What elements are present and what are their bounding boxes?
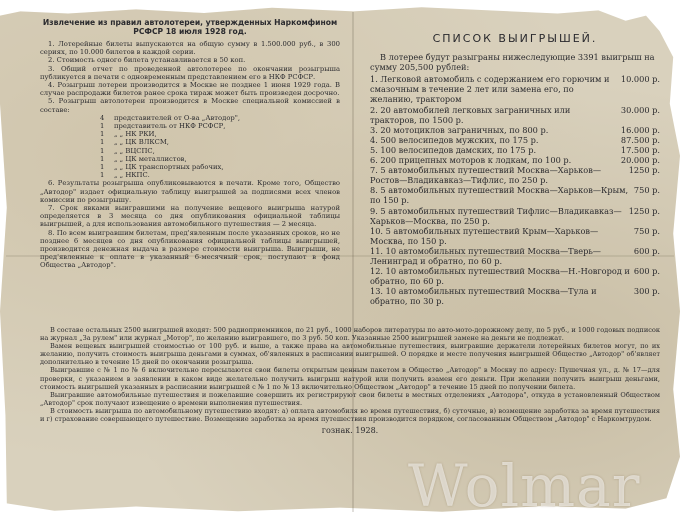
fold-line-vertical xyxy=(352,12,354,512)
commission-item: 1 „ „ ЦК транспортных рабочих, xyxy=(100,163,224,172)
commission-item: 1 „ „ ЦК металлистов, xyxy=(100,154,187,163)
rule-3: 3. Общий отчет по проведенной автолотерее по окончании розыгрыша публикуется в печати с одновременным представлением его в НКФ РСФСР. xyxy=(40,64,340,81)
rules-title: Извлечение из правил автолотереи, утвержденных Наркомфином РСФСР 18 июля 1928 год. xyxy=(42,18,338,36)
rule-1: 1. Лотерейные билеты выпускаются на общую сумму в 1.500.000 руб., в 300 сериях, по 10.000 билетов в каждой серии. xyxy=(40,40,340,57)
commission-item: 1 „ „ НКПС. xyxy=(100,171,150,180)
prize-item: 1. Легковой автомобиль с содержанием его горючим и смазочным в течение 2 лет или замена его, по желанию, трактором 10.000 р. xyxy=(370,74,660,105)
rule-4: 4. Розыгрыш лотереи производится в Москве не позднее 1 июня 1929 года. В случае распродажи билетов ранее срока тираж может быть произведен досрочно. xyxy=(40,81,340,98)
prize-list-column xyxy=(370,34,660,306)
prize-item: 7. 5 автомобильных путешествий Москва—Харьков—Ростов—Владикавказ—Тифлис, по 250 р. 1250 р. xyxy=(370,165,660,186)
prize-list-intro: В лотерее будут разыграны нижеследующие 3391 выигрыш на сумму 205,500 рублей: xyxy=(370,52,655,73)
note-cash-replacement: Вамен вещевых выигрышей стоимостью от 100 руб. и выше, а также права на автомобильные путешествия, выигравшие держатели лотерейных билетов могут, по их желанию, получить стоимость выигрыша деньгами в суммах, об'явленных в расписании выигрышей. О порядке и месте получения выигрышей Общество „Автодор" об'являет дополнительно в течение 15 дней по окончании розыгрыша. xyxy=(40,342,660,367)
prize-item: 8. 5 автомобильных путешествий Москва—Харьков—Крым, по 150 р. 750 р. xyxy=(370,185,660,206)
prize-item: 9. 5 автомобильных путешествий Тифлис—Владикавказ—Харьков—Москва, по 250 р. 1250 р. xyxy=(370,205,660,226)
note-ticket-submission: Выигравшие с № 1 по № 6 включительно пересылаются свои билеты открытым ценным пакетом в Общество „Автодор" в Москву по адресу: Пушечная ул., д. № 17—для проверки, с указанием в заявлении в каком виде желательно получить выигрыш натурой или получить взамен его деньги. При желании получить выигрыш деньгами, стоимость выигрышей указанных в расписании выигрышей с № 1 по № 13 включительно Обществом „Автодор" в течение 15 дней по получении билета. xyxy=(40,366,660,391)
rule-5: 5. Розыгрыш автолотереи производится в Москве специальной комиссией в составе: xyxy=(40,97,340,114)
prize-item: 6. 200 прицепных моторов к лодкам, по 100 р. 20.000 р. xyxy=(370,155,660,166)
commission-item: 1 „ „ ВЦСПС, xyxy=(100,146,155,155)
prize-item: 2. 20 автомобилей легковых заграничных или тракторов, по 1500 р. 30.000 р. xyxy=(370,104,660,125)
commission-item: 1 „ „ ЦК ВЛКСМ, xyxy=(100,138,169,147)
note-travel-registration: Выигравшие автомобильные путешествия и пожелавшие совершить их регистрируют свои билеты в местных отделениях „Автодора", откуда в установленный Обществом „Автодор" срок получают извещение о времени выполнения путешествия. xyxy=(40,390,660,407)
rule-7: 7. Срок явками выигравшими на получение вещевого выигрыша натурой определяется в 3 месяца со дня опубликования официальной таблицы выигрышей, а для использования автомобильного путешествия — 2 месяца. xyxy=(40,204,340,229)
rule-6: 6. Результаты розыгрыша опубликовываются в печати. Кроме того, Общество „Автодор" издает официальную таблицу выигрышей за подписями всех членов комиссии по розыгрышу. xyxy=(40,179,340,204)
prize-item: 13. 10 автомобильных путешествий Москва—Тула и обратно, по 30 р. 300 р. xyxy=(370,286,660,307)
prize-item: 11. 10 автомобильных путешествий Москва—Тверь—Ленинград и обратно, по 60 р. 600 р. xyxy=(370,245,660,266)
prize-item: 10. 5 автомобильных путешествий Крым—Харьков—Москва, по 150 р. 750 р. xyxy=(370,225,660,246)
commission-item: 4 представителей от О-ва „Автодор", xyxy=(100,113,241,122)
commission-list xyxy=(40,114,340,180)
prize-item: 5. 100 велосипедов дамских, по 175 р. 17.500 р. xyxy=(370,144,660,155)
printer-imprint: гознак. 1928. xyxy=(321,426,379,436)
bottom-notes xyxy=(40,326,660,435)
watermark-logo: Wolmar xyxy=(408,452,641,520)
rule-2: 2. Стоимость одного билета устанавливается в 50 коп. xyxy=(48,56,246,65)
rule-8: 8. По всем выигравшим билетам, пред'явленным после указанных сроков, но не позднее 6 месяцев со дня опубликования официальной таблицы выигрышей, производится денежная выдача в размере стоимости выигрыша. Выигрыши, не пред'явленные к оплате в указанный 6-месячный срок, поступают в фонд Общества „Автодор". xyxy=(40,228,340,270)
rules-extract-column xyxy=(40,18,340,270)
prize-item: 12. 10 автомобильных путешествий Москва—Н.-Новгород и обратно, по 60 р. 600 р. xyxy=(370,266,660,287)
prize-item: 3. 20 мотоциклов заграничных, по 800 р. 16.000 р. xyxy=(370,124,660,135)
prize-item: 4. 500 велосипедов мужских, по 175 р. 87.500 р. xyxy=(370,134,660,145)
note-other-prizes: В составе остальных 2500 выигрышей входят: 500 радиоприемников, по 21 руб., 1000 наборов литературы по авто-мото-дорожному делу, по 5 руб., и 1000 годовых подписок на журнал „За рулем" или журнал „Мотор", по желанию выигравшего, по 3 руб. 50 коп. Указанные 2500 выигрышей замене на деньги не подлежат. xyxy=(40,326,660,343)
commission-item: 1 представитель от НКФ РСФСР, xyxy=(100,122,226,131)
commission-item: 1 „ „ НК РКИ, xyxy=(100,130,157,139)
prize-list-title: СПИСОК ВЫИГРЫШЕЙ. xyxy=(432,32,598,45)
note-travel-cost: В стоимость выигрыша по автомобильному путешествию входят: а) оплата автомобиля во время путешествия, б) суточные, в) возмещение заработка за время путешествия и г) страхование совершающего путешествие. Возмещение заработка за время путешествия производится порядком, согласованным Обществом „Автодор" с Наркомтрудом. xyxy=(40,406,660,424)
